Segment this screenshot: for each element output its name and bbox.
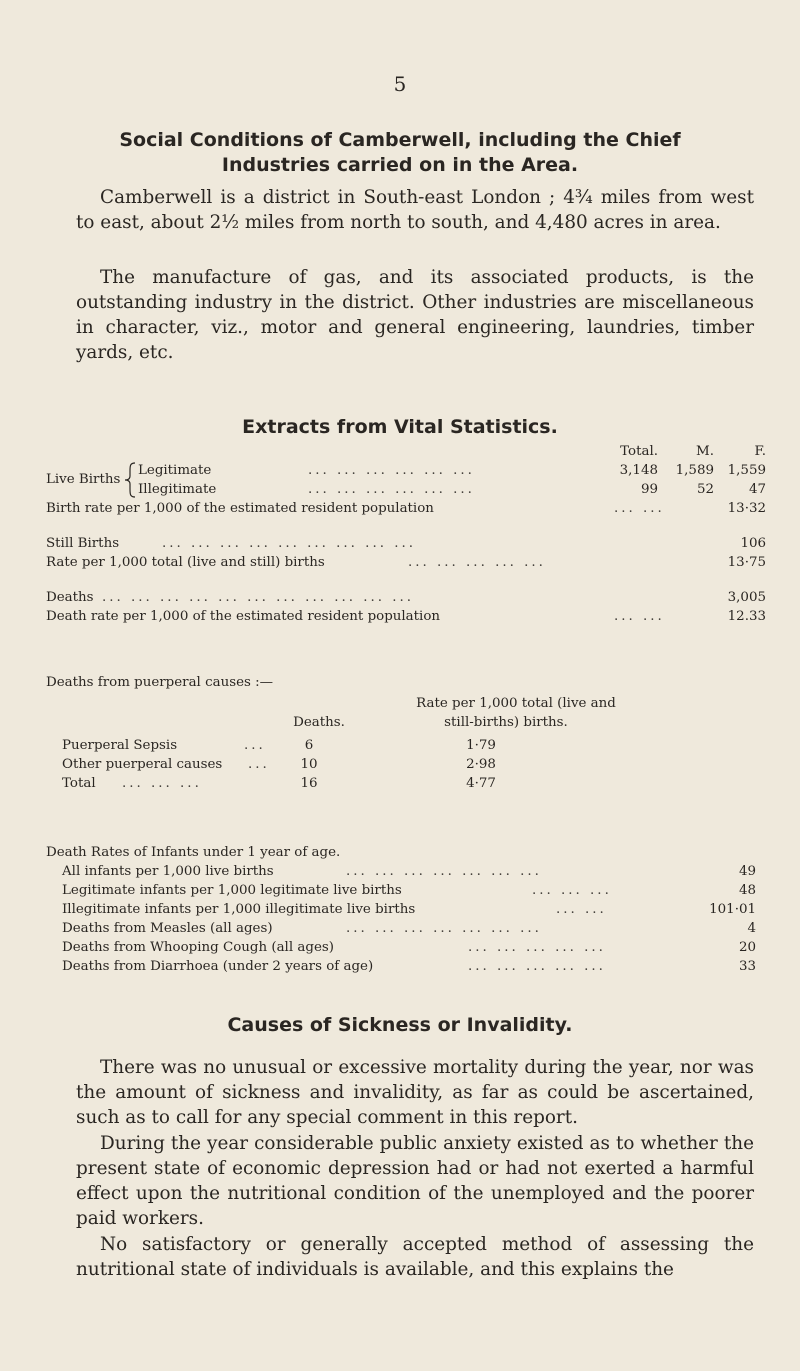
district-text: Camberwell is a district in South-east London ; 4¾ miles from west to east, about 2½ miles from north to south, and 4,480 acres in area.	[76, 187, 754, 233]
death-rate-row	[46, 607, 776, 626]
vital-statistics-title: Extracts from Vital Statistics.	[242, 416, 558, 438]
legitimate-total: 3,148	[619, 463, 658, 478]
live-births-label: Live Births	[46, 472, 121, 487]
infant-row-label: Deaths from Whooping Cough (all ages)	[62, 940, 334, 955]
deaths-row	[46, 588, 776, 607]
live-births-group	[46, 461, 776, 499]
sepsis-label: Puerperal Sepsis	[62, 738, 178, 753]
infant-row	[46, 938, 766, 957]
deaths-label: Deaths	[46, 590, 94, 605]
infant-row	[46, 900, 766, 919]
deaths-header: Deaths.	[293, 715, 345, 730]
leader-dots: ... ... ... ... ... ...	[308, 463, 475, 478]
infant-row-value: 4	[747, 921, 756, 936]
deaths-value: 3,005	[727, 590, 766, 605]
other-puerperal-deaths: 10	[300, 757, 318, 772]
other-puerperal-row	[46, 755, 766, 774]
death-rate-label: Death rate per 1,000 of the estimated resident population	[46, 609, 441, 624]
infant-row-label: Illegitimate infants per 1,000 illegitimate live births	[62, 902, 416, 917]
causes-title: Causes of Sickness or Invalidity.	[227, 1014, 573, 1036]
birth-rate-value: 13·32	[727, 501, 766, 516]
leader-dots: ... ... ... ... ... ... ...	[346, 921, 542, 936]
infant-row-label: Legitimate infants per 1,000 legitimate live births	[62, 883, 402, 898]
col-f-header: F.	[754, 444, 766, 459]
leader-dots: ...	[244, 738, 266, 753]
nutrition-paragraph	[76, 1232, 754, 1282]
birth-rate-label: Birth rate per 1,000 of the estimated resident population	[46, 501, 434, 516]
leader-dots: ... ...	[556, 902, 607, 917]
leader-dots: ... ... ... ... ...	[468, 940, 606, 955]
mortality-paragraph	[76, 1055, 754, 1130]
leader-dots: ... ... ... ... ... ... ... ... ...	[162, 536, 416, 551]
anxiety-text: During the year considerable public anxiety existed as to whether the present state of economic depression had or had not exerted a harmful effect upon the nutritional condition of the unemployed and the poorer paid workers.	[76, 1133, 754, 1229]
section-title-line-2: Industries carried on in the Area.	[221, 154, 579, 176]
infant-row-value: 48	[738, 883, 756, 898]
birth-rate-row	[46, 499, 776, 518]
puerperal-table	[46, 673, 766, 793]
legitimate-f: 1,559	[727, 463, 766, 478]
puerperal-total-rate: 4·77	[466, 776, 496, 791]
leader-dots: ... ... ... ... ... ... ... ... ... ... ...	[102, 590, 415, 605]
illegitimate-label: Illegitimate	[138, 482, 217, 497]
industry-text: The manufacture of gas, and its associated products, is the outstanding industry in the district. Other industries are miscellaneous in character, viz., motor and general engineering, laundries, timber yards, etc.	[76, 267, 754, 363]
sepsis-rate: 1·79	[466, 738, 496, 753]
still-rate-label: Rate per 1,000 total (live and still) births	[46, 555, 325, 570]
leader-dots: ... ... ... ... ...	[408, 555, 546, 570]
infant-row	[46, 881, 766, 900]
leader-dots: ...	[248, 757, 270, 772]
leader-dots: ... ...	[614, 609, 665, 624]
vital-column-headers	[46, 442, 776, 461]
legitimate-m: 1,589	[675, 463, 714, 478]
section-title-line-1: Social Conditions of Camberwell, including the Chief	[119, 129, 681, 151]
still-births-value: 106	[740, 536, 766, 551]
puerperal-total-deaths: 16	[300, 776, 318, 791]
brace-icon	[124, 462, 136, 498]
sepsis-deaths: 6	[304, 738, 314, 753]
infant-row-value: 20	[738, 940, 756, 955]
legitimate-label: Legitimate	[138, 463, 212, 478]
death-rate-value: 12.33	[727, 609, 766, 624]
page-number: 5	[393, 72, 407, 96]
mortality-text: There was no unusual or excessive mortality during the year, nor was the amount of sickness and invalidity, as far as could be ascertained, such as to call for any special comment in this report.	[76, 1057, 754, 1128]
leader-dots: ... ...	[614, 501, 665, 516]
section-title	[60, 128, 740, 178]
illegitimate-total: 99	[640, 482, 658, 497]
leader-dots: ... ... ... ... ... ... ...	[346, 864, 542, 879]
col-m-header: M.	[696, 444, 714, 459]
puerperal-intro	[46, 673, 766, 692]
rate-header-line-1: Rate per 1,000 total (live and	[416, 696, 616, 711]
puerperal-total-row	[46, 774, 766, 793]
other-puerperal-label: Other puerperal causes	[62, 757, 223, 772]
infant-intro-text: Death Rates of Infants under 1 year of age.	[46, 845, 341, 860]
district-paragraph	[76, 185, 754, 235]
legitimate-row	[138, 461, 776, 480]
col-total-header: Total.	[620, 444, 658, 459]
vital-statistics-table	[46, 442, 776, 626]
nutrition-text: No satisfactory or generally accepted method of assessing the nutritional state of individuals is available, and this explains the	[76, 1234, 754, 1280]
infant-row-value: 49	[738, 864, 756, 879]
infant-row	[46, 957, 766, 976]
leader-dots: ... ... ... ... ...	[468, 959, 606, 974]
puerperal-intro-text: Deaths from puerperal causes :—	[46, 675, 274, 690]
infant-death-table	[46, 843, 766, 976]
infant-row-label: All infants per 1,000 live births	[62, 864, 274, 879]
infant-row	[46, 862, 766, 881]
illegitimate-f: 47	[748, 482, 766, 497]
infant-row-value: 33	[738, 959, 756, 974]
rate-header-line-2: still-births) births.	[444, 715, 568, 730]
other-puerperal-rate: 2·98	[466, 757, 496, 772]
still-births-label: Still Births	[46, 536, 120, 551]
leader-dots: ... ... ...	[122, 776, 202, 791]
sepsis-row	[46, 736, 766, 755]
still-rate-row	[46, 553, 776, 572]
still-births-row	[46, 534, 776, 553]
puerperal-headers	[46, 694, 766, 732]
infant-row-label: Deaths from Measles (all ages)	[62, 921, 273, 936]
leader-dots: ... ... ... ... ... ...	[308, 482, 475, 497]
puerperal-total-label: Total	[62, 776, 96, 791]
illegitimate-row	[138, 480, 776, 499]
infant-row-label: Deaths from Diarrhoea (under 2 years of age)	[62, 959, 374, 974]
anxiety-paragraph	[76, 1131, 754, 1231]
leader-dots: ... ... ...	[532, 883, 612, 898]
infant-intro	[46, 843, 766, 862]
illegitimate-m: 52	[696, 482, 714, 497]
industry-paragraph	[76, 265, 754, 365]
infant-row-value: 101·01	[709, 902, 756, 917]
still-rate-value: 13·75	[727, 555, 766, 570]
infant-row	[46, 919, 766, 938]
